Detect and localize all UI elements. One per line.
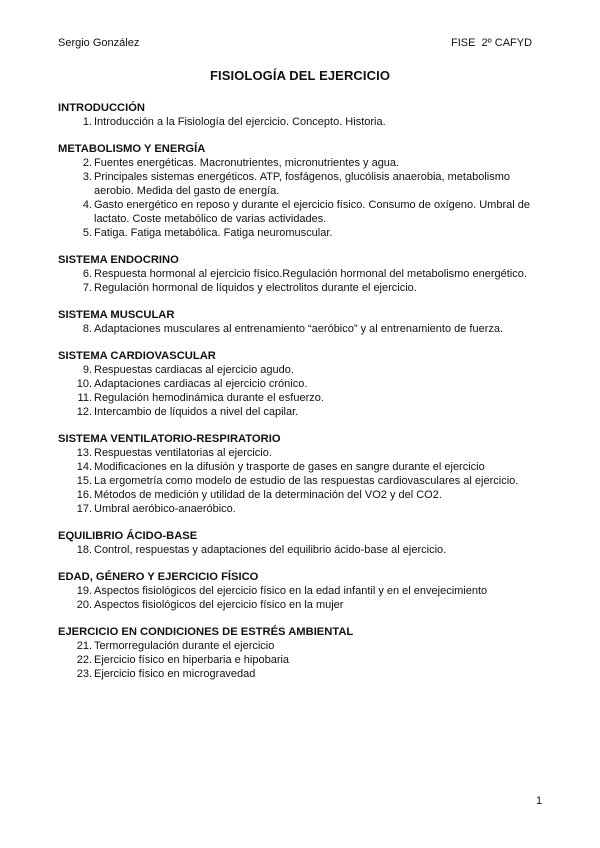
item-text: La ergometría como modelo de estudio de las respuestas cardiovasculares al ejercicio. [94,475,519,487]
section-title: SISTEMA MUSCULAR [58,309,175,321]
list-item [58,639,546,653]
item-number: 19. [76,585,92,597]
item-number: 2. [82,157,92,169]
item-number: 7. [82,282,92,294]
item-text: Respuestas cardiacas al ejercicio agudo. [94,364,294,376]
item-number: 13. [76,447,92,459]
item-text: Fuentes energéticas. Macronutrientes, micronutrientes y agua. [94,157,400,169]
list-item [58,460,546,474]
section-title: SISTEMA CARDIOVASCULAR [58,350,216,362]
header-author: Sergio González [58,37,140,49]
item-number: 10. [76,378,92,390]
list-item [58,405,546,419]
item-text: Aspectos fisiológicos del ejercicio físico en la mujer [94,599,344,611]
list-item [58,543,546,557]
section-title: INTRODUCCIÓN [58,102,146,114]
section-muscular [58,308,546,336]
list-item [58,115,546,129]
item-text: Control, respuestas y adaptaciones del equilibrio ácido-base al ejercicio. [94,544,447,556]
item-number: 15. [76,475,92,487]
item-text: Ejercicio físico en hiperbaria e hipobaria [94,654,290,666]
list-item [58,377,546,391]
syllabus [58,101,546,694]
item-number: 18. [76,544,92,556]
list-item [58,226,546,240]
item-number: 11. [77,392,92,404]
section-acido-base [58,529,546,557]
item-text: Modificaciones en la difusión y trasporte de gases en sangre durante el ejercicio [94,461,485,473]
list-item [58,598,546,612]
item-number: 5. [82,227,92,239]
section-title: SISTEMA VENTILATORIO-RESPIRATORIO [58,433,281,445]
section-title: METABOLISMO Y ENERGÍA [58,143,206,155]
list-item [58,322,546,336]
section-introduccion [58,101,546,129]
item-number: 9. [82,364,92,376]
page-number: 1 [536,795,543,807]
section-cardiovascular [58,349,546,419]
list-item [58,198,546,226]
item-text: Aspectos fisiológicos del ejercicio físico en la edad infantil y en el envejecimiento [94,585,488,597]
item-number: 8. [82,323,92,335]
item-text: Adaptaciones musculares al entrenamiento “aeróbico” y al entrenamiento de fuerza. [94,323,504,335]
item-number: 3. [82,171,92,183]
item-number: 20. [76,599,92,611]
list-item [58,584,546,598]
section-endocrino [58,253,546,295]
item-text: Principales sistemas energéticos. ATP, fosfágenos, glucólisis anaerobia, metabolismo aerobio. Medida del gasto de energía. [94,171,510,197]
section-metabolismo [58,142,546,240]
item-number: 22. [76,654,92,666]
item-number: 6. [82,268,92,280]
list-item [58,667,546,681]
section-title: EDAD, GÉNERO Y EJERCICIO FÍSICO [58,571,259,583]
list-item [58,653,546,667]
item-text: Fatiga. Fatiga metabólica. Fatiga neuromuscular. [94,227,333,239]
list-item [58,170,546,198]
header-course: FISE 2º CAFYD [451,37,533,49]
item-text: Introducción a la Fisiología del ejercicio. Concepto. Historia. [94,116,386,128]
item-text: Regulación hemodinámica durante el esfuerzo. [94,392,324,404]
list-item [58,446,546,460]
item-number: 14. [76,461,92,473]
item-text: Respuesta hormonal al ejercicio físico.Regulación hormonal del metabolismo energético. [94,268,527,280]
item-text: Ejercicio físico en microgravedad [94,668,256,680]
item-number: 21. [76,640,92,652]
section-ventilatorio [58,432,546,516]
item-text: Intercambio de líquidos a nivel del capilar. [94,406,299,418]
item-number: 16. [76,489,92,501]
item-text: Métodos de medición y utilidad de la determinación del VO2 y del CO2. [94,489,442,501]
section-title: SISTEMA ENDOCRINO [58,254,179,266]
list-item [58,156,546,170]
item-text: Regulación hormonal de líquidos y electrolitos durante el ejercicio. [94,282,417,294]
list-item [58,363,546,377]
item-text: Umbral aeróbico-anaeróbico. [94,503,236,515]
item-number: 23. [76,668,92,680]
item-text: Gasto energético en reposo y durante el ejercicio físico. Consumo de oxígeno. Umbral de lactato. Coste metabólico de varias actividades. [94,199,530,225]
section-edad-genero [58,570,546,612]
list-item [58,488,546,502]
document-title: FISIOLOGÍA DEL EJERCICIO [209,68,391,83]
list-item [58,474,546,488]
list-item [58,281,546,295]
item-number: 4. [82,199,92,211]
item-number: 1. [82,116,92,128]
item-text: Adaptaciones cardiacas al ejercicio crónico. [94,378,308,390]
item-number: 12. [76,406,92,418]
section-title: EJERCICIO EN CONDICIONES DE ESTRÉS AMBIENTAL [58,626,354,638]
list-item [58,267,546,281]
item-number: 17. [76,503,92,515]
section-title: EQUILIBRIO ÁCIDO-BASE [58,530,198,542]
list-item [58,502,546,516]
section-estres-ambiental [58,625,546,681]
list-item [58,391,546,405]
item-text: Termorregulación durante el ejercicio [94,640,275,652]
item-text: Respuestas ventilatorias al ejercicio. [94,447,272,459]
